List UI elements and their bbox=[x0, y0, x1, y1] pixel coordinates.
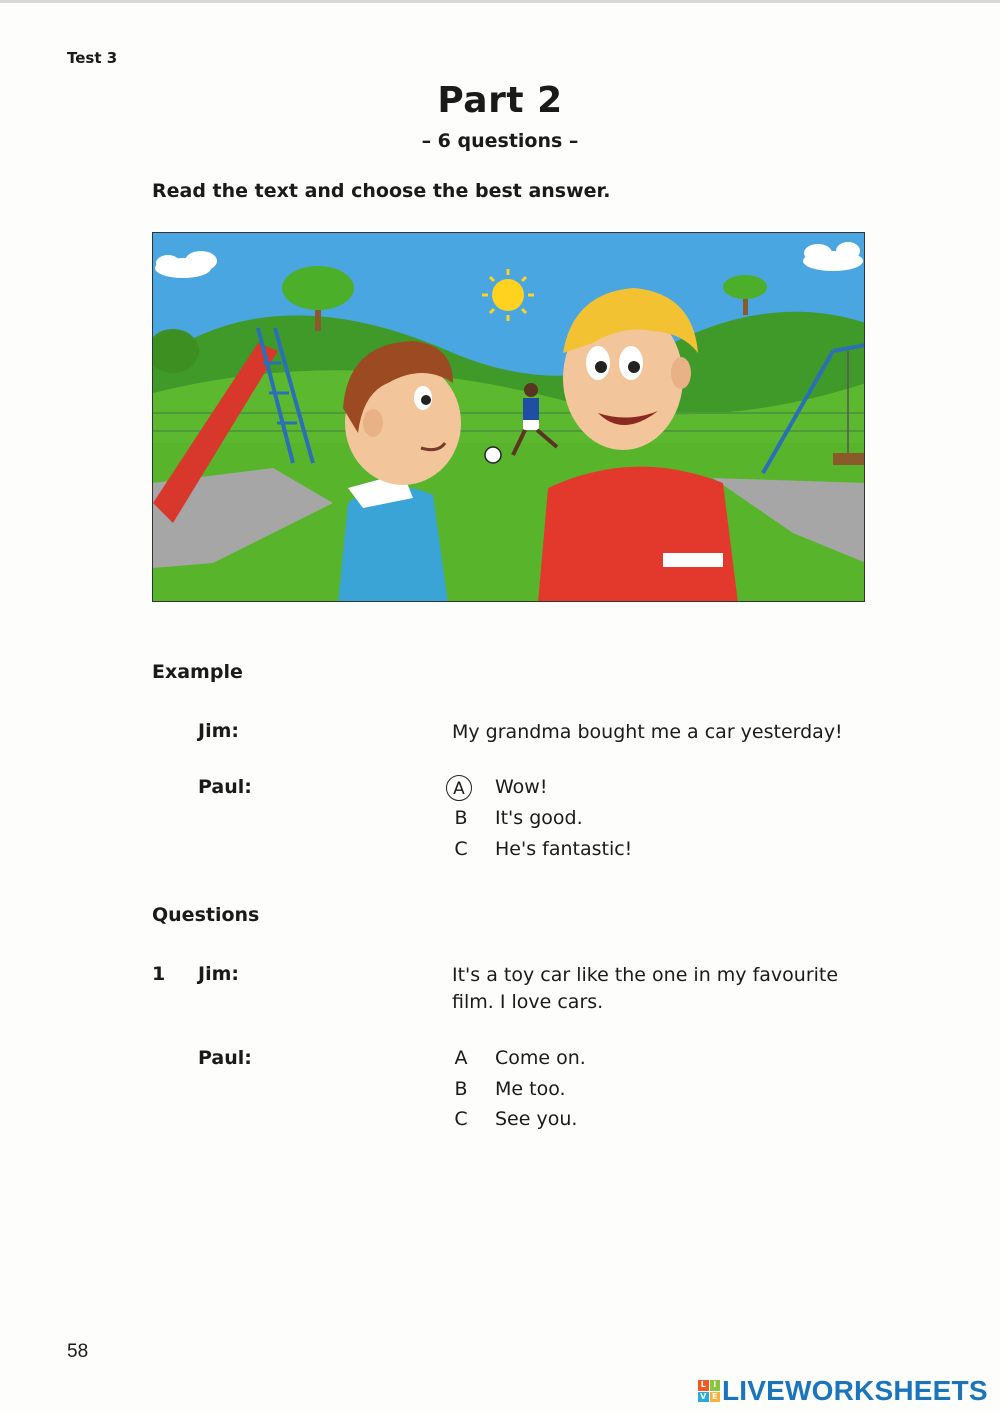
question-1-option-c-letter[interactable]: C bbox=[454, 1108, 468, 1130]
question-1-option-b-letter[interactable]: B bbox=[454, 1078, 468, 1100]
example-heading: Example bbox=[152, 661, 243, 683]
question-1-prompt-speaker: Jim: bbox=[198, 963, 239, 985]
park-illustration bbox=[152, 232, 865, 602]
logo-tile-i: I bbox=[710, 1380, 721, 1391]
park-scene-svg bbox=[153, 233, 865, 602]
question-1-option-c-text[interactable]: See you. bbox=[495, 1108, 578, 1130]
liveworksheets-logo-icon bbox=[698, 1380, 720, 1402]
test-label: Test 3 bbox=[67, 49, 118, 67]
logo-tile-e: E bbox=[710, 1392, 721, 1403]
brand-text: LIVEWORKSHEETS bbox=[722, 1375, 988, 1406]
example-option-a-letter: A bbox=[446, 775, 472, 801]
instruction: Read the text and choose the best answer. bbox=[152, 180, 611, 202]
example-prompt-speaker: Jim: bbox=[198, 720, 239, 742]
example-prompt-text: My grandma bought me a car yesterday! bbox=[452, 721, 843, 743]
page-top-edge bbox=[0, 0, 1000, 3]
example-option-a-text: Wow! bbox=[495, 776, 548, 798]
part-subtitle: – 6 questions – bbox=[421, 130, 579, 152]
question-1-option-a-text[interactable]: Come on. bbox=[495, 1047, 586, 1069]
example-option-b-text: It's good. bbox=[495, 807, 583, 829]
logo-tile-v: V bbox=[698, 1392, 709, 1403]
example-option-b-letter: B bbox=[454, 807, 468, 829]
example-answer-speaker: Paul: bbox=[198, 776, 252, 798]
liveworksheets-brand[interactable] bbox=[698, 1375, 988, 1407]
question-1-number: 1 bbox=[152, 963, 166, 985]
question-1-prompt-text: It's a toy car like the one in my favourite film. I love cars. bbox=[452, 964, 839, 1013]
part-title: Part 2 bbox=[437, 80, 563, 121]
question-1-answer-speaker: Paul: bbox=[198, 1047, 252, 1069]
logo-tile-l: L bbox=[698, 1380, 709, 1391]
question-1-option-a-letter[interactable]: A bbox=[454, 1047, 468, 1069]
question-1-option-b-text[interactable]: Me too. bbox=[495, 1078, 566, 1100]
questions-heading: Questions bbox=[152, 904, 260, 926]
example-option-c-letter: C bbox=[454, 838, 468, 860]
example-option-c-text: He's fantastic! bbox=[495, 838, 633, 860]
page-number: 58 bbox=[67, 1341, 89, 1362]
